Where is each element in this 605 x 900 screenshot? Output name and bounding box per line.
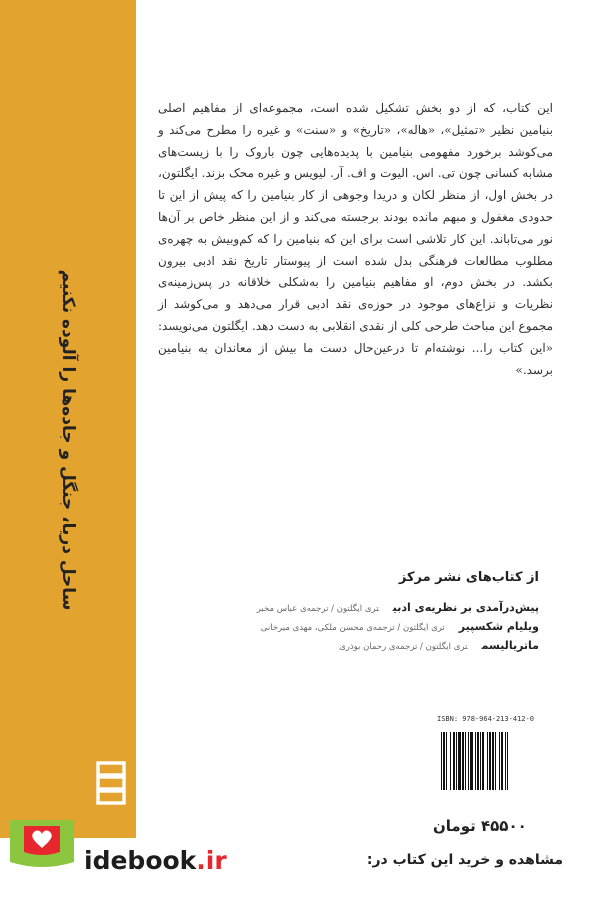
spine-slogan: ساحل دریا، جنگل و جاده‌ها را آلوده نکنیم <box>58 269 78 611</box>
book-title: پیش‌درآمدی بر نظریه‌ی ادبی <box>392 601 539 614</box>
book-list <box>239 596 539 653</box>
barcode <box>437 728 537 801</box>
book-item <box>239 634 539 653</box>
book-item <box>239 615 539 634</box>
watermark-brand-tld: .ir <box>196 846 227 875</box>
price-label: ۴۵۵۰۰ تومان <box>433 817 527 835</box>
series-title: از کتاب‌های نشر مرکز <box>398 570 539 585</box>
book-credit: تری ایگلتون / ترجمه‌ی رحمان بوذری <box>339 642 468 652</box>
markaz-logo-icon <box>94 760 128 806</box>
watermark-brand-name: idebook <box>84 846 197 875</box>
back-cover-blurb: این کتاب، که از دو بخش تشکیل شده است، مجموعه‌ای از مفاهیم اصلی بنیامین نظیر «تمثیل»، «هاله»، «تاریخ» و «سنت» و غیره را مطرح می‌کند و می‌کوشد برخورد مفهومی بنیامین با پدیده‌هایی چون باروک را با زیست‌های مشابه کسانی چون تی. اس. الیوت و اف. آر. لیویس و غیره محک بزند. ایگلتون، در بخش اول، از منظر لکان و دریدا وجوهی از کار بنیامین را که پیش از این تا حدودی مغفول و مبهم مانده بودند برجسته می‌کند و از این منظر خاص بر آن‌ها نور می‌تاباند. این کار تلاشی است برای این که بنیامین را که کم‌وبیش به چهره‌ی مطلوب مطالعات فرهنگی بدل شده است از پیوستار تاریخ نقد ادبی بیرون بکشد. در بخش دوم، او مفاهیم بنیامین را به‌شکلی خلاقانه در پس‌زمینه‌ی نظریات و نزاع‌های موجود در حوزه‌ی نقد ادبی قرار می‌دهد و می‌کوشد از مجموع این مباحث طرحی کلی از نقدی انقلابی به دست دهد. ایگلتون می‌نویسد: «این کتاب را... نوشته‌ام تا درعین‌حال دست ما بیش از معاندان به بنیامین برسد.» <box>158 101 553 377</box>
book-heart-icon <box>4 814 80 894</box>
watermark-brand[interactable] <box>84 846 227 875</box>
book-item <box>239 596 539 615</box>
book-credit: تری ایگلتون / ترجمه‌ی محسن ملکی، مهدی میرخانی <box>260 623 445 633</box>
book-title: ویلیام شکسپیر <box>458 620 539 633</box>
watermark-cta: مشاهده و خرید این کتاب در: <box>366 852 563 868</box>
isbn-label: ISBN: 978-964-213-412-0 <box>437 715 534 723</box>
book-credit: تری ایگلتون / ترجمه‌ی عباس مخبر <box>256 604 379 614</box>
book-title: ماتریالیسم <box>481 639 539 652</box>
